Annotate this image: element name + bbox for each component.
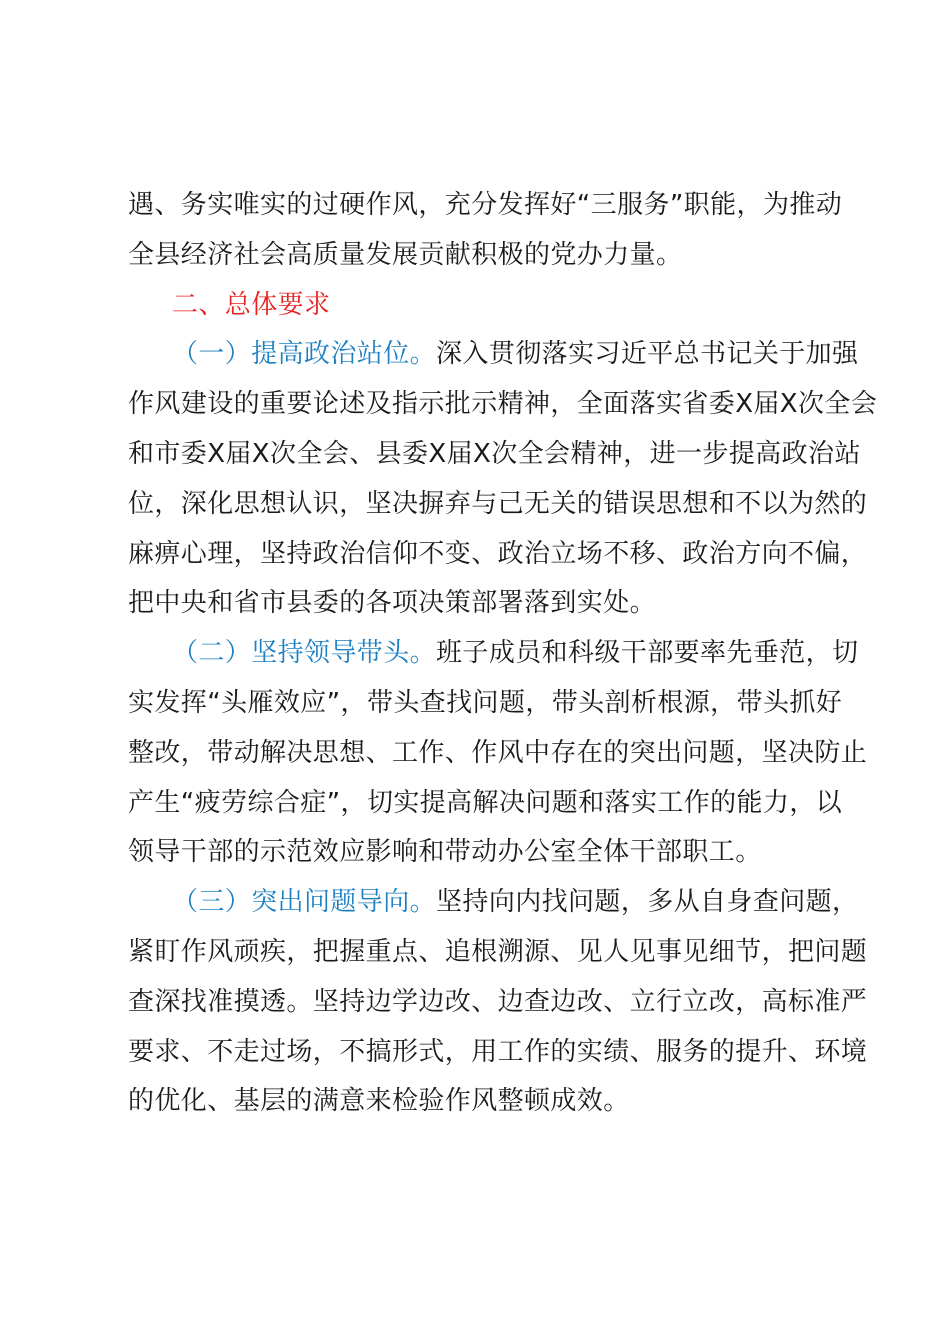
section-2-line: 整改，带动解决思想、工作、作风中存在的突出问题，坚决防止: [128, 737, 868, 768]
section-1-line: 麻痹心理，坚持政治信仰不变、政治立场不移、政治方向不偏，: [128, 538, 868, 569]
section-2-first-line: [128, 629, 859, 679]
intro-line-2: 全县经济社会高质量发展贡献积极的党办力量。: [128, 239, 683, 270]
section-2-line: 实发挥“头雁效应”，带头查找问题，带头剖析根源，带头抓好: [128, 687, 843, 718]
section-2-line: 领导干部的示范效应影响和带动办公室全体干部职工。: [128, 837, 762, 868]
intro-line-1: 遇、务实唯实的过硬作风，充分发挥好“三服务”职能，为推动: [128, 190, 843, 220]
section-3-first-text: 坚持向内找问题，多从自身查问题，: [436, 887, 859, 918]
section-3-line: 的优化、基层的满意来检验作风整顿成效。: [128, 1086, 630, 1117]
section-1-line: 作风建设的重要论述及指示批示精神，全面落实省委X届X次全会: [128, 389, 878, 420]
section-1-first-text: 深入贯彻落实习近平总书记关于加强: [436, 339, 859, 370]
section-2-first-text: 班子成员和科级干部要率先垂范，切: [436, 638, 859, 669]
section-3-line: 查深找准摸透。坚持边学边改、边查边改、立行立改，高标准严: [128, 986, 868, 1017]
section-title: 二、总体要求: [172, 289, 331, 320]
section-1-heading: （一）提高政治站位。: [172, 339, 437, 370]
section-1-first-line: [128, 330, 859, 380]
section-3-line: 紧盯作风顽疾，把握重点、追根溯源、见人见事见细节，把问题: [128, 936, 868, 967]
section-3-line: 要求、不走过场，不搞形式，用工作的实绩、服务的提升、环境: [128, 1036, 868, 1067]
section-2-line: 产生“疲劳综合症”，切实提高解决问题和落实工作的能力，以: [128, 787, 843, 818]
section-1-line: 把中央和省市县委的各项决策部署落到实处。: [128, 588, 657, 619]
section-3-first-line: [128, 878, 859, 928]
section-3-heading: （三）突出问题导向。: [172, 887, 437, 918]
document-body: [128, 181, 878, 1127]
section-2-heading: （二）坚持领导带头。: [172, 638, 437, 669]
section-1-line: 和市委X届X次全会、县委X届X次全会精神，进一步提高政治站: [128, 438, 861, 469]
section-1-line: 位，深化思想认识，坚决摒弃与己无关的错误思想和不以为然的: [128, 488, 868, 519]
